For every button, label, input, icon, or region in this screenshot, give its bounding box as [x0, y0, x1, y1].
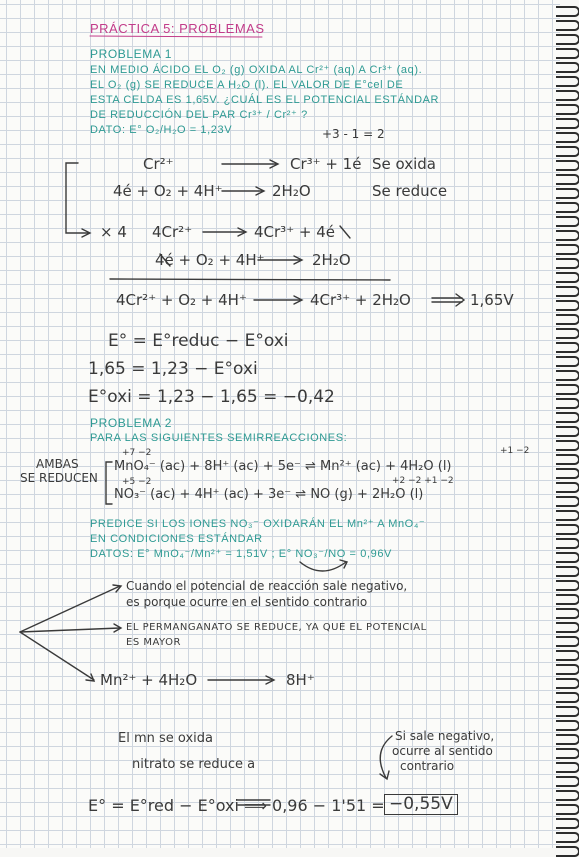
reaction-3-right: 8H⁺: [286, 671, 315, 689]
spiral-ring: [556, 202, 579, 213]
scaled-reaction-1-right: 4Cr³⁺ + 4é: [254, 223, 335, 241]
scaled-reaction-2-left: 4é + O₂ + 4H⁺: [155, 251, 265, 269]
spiral-ring: [556, 454, 579, 465]
spiral-ring: [556, 608, 579, 619]
spiral-ring: [556, 132, 579, 143]
scaled-reaction-2-right: 2H₂O: [312, 251, 351, 269]
spiral-ring: [556, 524, 579, 535]
spiral-ring: [556, 370, 579, 381]
spiral-ring: [556, 762, 579, 773]
spiral-ring: [556, 426, 579, 437]
problem1-statement-line: EN MEDIO ÁCIDO EL O₂ (g) OXIDA AL Cr²⁺ (aq) A Cr³⁺ (aq).: [90, 64, 423, 76]
equation-3: E°oxi = 1,23 − 1,65 = −0,42: [88, 387, 335, 407]
spiral-ring: [556, 342, 579, 353]
oxidation-numbers: +2 −2 +1 −2: [392, 476, 454, 486]
oxidation-numbers: +1 −2: [500, 446, 530, 456]
spiral-ring: [556, 580, 579, 591]
spiral-ring: [556, 692, 579, 703]
note-line: es porque ocurre en el sentido contrario: [126, 595, 368, 609]
problem2-question-line: PREDICE SI LOS IONES NO₃⁻ OXIDARÁN EL Mn²⁺ A MnO₄⁻: [90, 518, 426, 530]
half-reaction-2-left: 4é + O₂ + 4H⁺: [113, 182, 223, 200]
spiral-ring: [556, 384, 579, 395]
note-line: EL PERMANGANATO SE REDUCE, YA QUE EL POTENCIAL: [126, 622, 427, 633]
page-title: PRÁCTICA 5: PROBLEMAS: [90, 21, 265, 36]
side-label: SE REDUCEN: [20, 471, 98, 485]
spiral-ring: [556, 300, 579, 311]
spiral-ring: [556, 62, 579, 73]
problem1-statement-line: ESTA CELDA ES 1,65V. ¿CUÁL ES EL POTENCIAL ESTÁNDAR: [90, 94, 440, 106]
spiral-ring: [556, 20, 579, 31]
scaled-reaction-1-left: 4Cr²⁺: [152, 223, 193, 241]
problem2-heading: PROBLEMA 2: [90, 416, 173, 430]
spiral-ring: [556, 706, 579, 717]
spiral-ring: [556, 538, 579, 549]
spiral-ring: [556, 34, 579, 45]
spiral-ring: [556, 482, 579, 493]
multiplier: × 4: [100, 223, 127, 241]
spiral-ring: [556, 272, 579, 283]
final-equation: E° = E°red − E°oxi ⟹ 0,96 − 1'51 =: [88, 796, 385, 815]
spiral-ring: [556, 258, 579, 269]
spiral-ring: [556, 412, 579, 423]
semireaction-2: NO₃⁻ (ac) + 4H⁺ (ac) + 3e⁻ ⇌ NO (g) + 2H₂O (l): [114, 487, 424, 502]
side-note-line: Si sale negativo,: [395, 729, 495, 743]
spiral-ring: [556, 818, 579, 829]
spiral-ring: [556, 664, 579, 675]
spiral-ring: [556, 468, 579, 479]
spiral-ring: [556, 76, 579, 87]
spiral-ring: [556, 398, 579, 409]
spiral-ring: [556, 230, 579, 241]
spiral-ring: [556, 286, 579, 297]
equation-2: 1,65 = 1,23 − E°oxi: [88, 359, 258, 379]
spiral-ring: [556, 678, 579, 689]
spiral-ring: [556, 244, 579, 255]
spiral-ring: [556, 552, 579, 563]
oxidation-numbers: +5 −2: [122, 477, 152, 487]
spiral-ring: [556, 510, 579, 521]
note-line: Cuando el potencial de reacción sale negativo,: [126, 579, 408, 593]
side-label: AMBAS: [36, 457, 79, 471]
spiral-binding: [556, 0, 579, 848]
problem1-heading: PROBLEMA 1: [90, 47, 173, 61]
problem1-statement-line: DE REDUCCIÓN DEL PAR Cr³⁺ / Cr²⁺ ?: [90, 109, 308, 121]
semireaction-1: MnO₄⁻ (ac) + 8H⁺ (ac) + 5e⁻ ⇌ Mn²⁺ (ac) + 4H₂O (l): [114, 459, 452, 474]
spiral-ring: [556, 6, 579, 17]
final-result: −0,55V: [384, 794, 458, 815]
oxidation-numbers: +7 −2: [122, 448, 152, 458]
spiral-ring: [556, 328, 579, 339]
problem1-data: DATO: E° O₂/H₂O = 1,23V: [90, 124, 233, 136]
global-reaction-left: 4Cr²⁺ + O₂ + 4H⁺: [116, 291, 247, 309]
spiral-ring: [556, 356, 579, 367]
spiral-ring: [556, 790, 579, 801]
half-reaction-1-right: Cr³⁺ + 1é: [290, 155, 362, 173]
half-reaction-2-note: Se reduce: [372, 182, 448, 200]
global-reaction-value: 1,65V: [470, 291, 514, 309]
spiral-ring: [556, 832, 579, 843]
spiral-ring: [556, 566, 579, 577]
spiral-ring: [556, 496, 579, 507]
global-reaction-right: 4Cr³⁺ + 2H₂O: [310, 291, 411, 309]
half-reaction-1-left: Cr²⁺: [143, 155, 174, 173]
problem2-statement: PARA LAS SIGUIENTES SEMIRREACCIONES:: [90, 432, 348, 444]
half-reaction-2-right: 2H₂O: [272, 182, 311, 200]
spiral-ring: [556, 48, 579, 59]
equation-1: E° = E°reduc − E°oxi: [108, 331, 289, 351]
spiral-ring: [556, 650, 579, 661]
reaction-3-left: Mn²⁺ + 4H₂O: [100, 671, 198, 689]
spiral-ring: [556, 90, 579, 101]
problem1-statement-line: EL O₂ (g) SE REDUCE A H₂O (l). EL VALOR DE E°cel DE: [90, 79, 404, 91]
spiral-ring: [556, 622, 579, 633]
problem2-question-line: EN CONDICIONES ESTÁNDAR: [90, 533, 263, 545]
spiral-ring: [556, 146, 579, 157]
spiral-ring: [556, 118, 579, 129]
spiral-ring: [556, 188, 579, 199]
oxidation-number-note: +3 - 1 = 2: [322, 127, 385, 141]
side-note-line: contrario: [400, 759, 455, 773]
half-reaction-1-note: Se oxida: [372, 155, 436, 173]
mn-oxidation-note: El mn se oxida: [118, 731, 213, 746]
spiral-ring: [556, 314, 579, 325]
side-note-line: ocurre al sentido: [392, 744, 493, 758]
spiral-ring: [556, 160, 579, 171]
spiral-ring: [556, 776, 579, 787]
nitrate-reduction-note: nitrato se reduce a: [132, 757, 256, 772]
spiral-ring: [556, 174, 579, 185]
spiral-ring: [556, 636, 579, 647]
spiral-ring: [556, 720, 579, 731]
spiral-ring: [556, 748, 579, 759]
spiral-ring: [556, 440, 579, 451]
spiral-ring: [556, 104, 579, 115]
spiral-ring: [556, 804, 579, 815]
spiral-ring: [556, 594, 579, 605]
note-line: ES MAYOR: [126, 637, 181, 648]
spiral-ring: [556, 734, 579, 745]
problem2-question-line: DATOS: E° MnO₄⁻/Mn²⁺ = 1,51V ; E° NO₃⁻/NO = 0,96V: [90, 548, 392, 560]
spiral-ring: [556, 216, 579, 227]
